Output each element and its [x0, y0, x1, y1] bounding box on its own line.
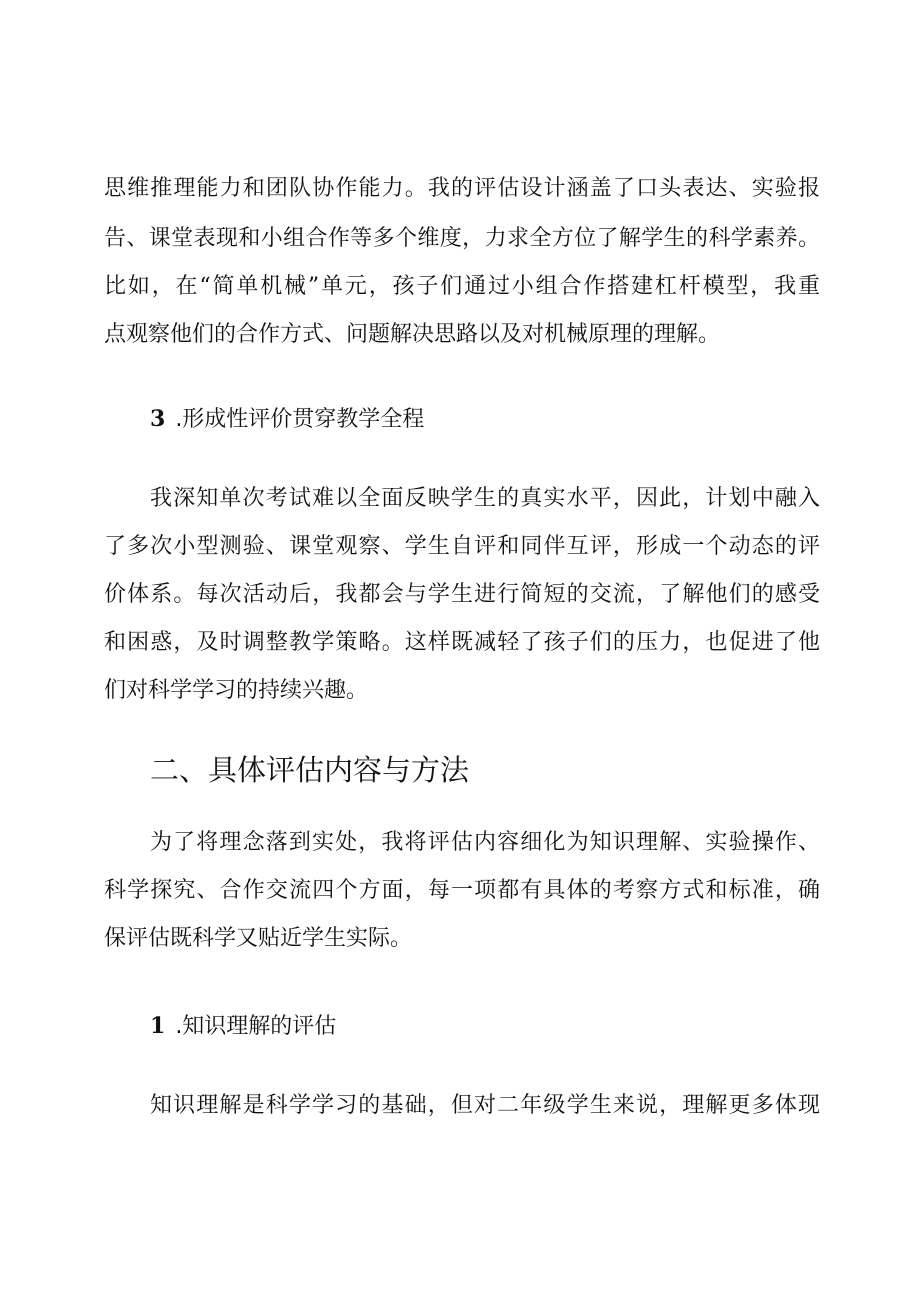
paragraph-line: 和困惑，及时调整教学策略。这样既减轻了孩子们的压力，也促进了他	[104, 630, 820, 655]
paragraph-line: 了多次小型测验、课堂观察、学生自评和同伴互评，形成一个动态的评	[104, 534, 820, 559]
paragraph-line: 比如，在“简单机械”单元，孩子们通过小组合作搭建杠杆模型，我重	[104, 274, 820, 299]
paragraph-line: 思维推理能力和团队协作能力。我的评估设计涵盖了口头表达、实验报	[104, 176, 820, 201]
paragraph-line: 我深知单次考试难以全面反映学生的真实水平，因此，计划中融入	[150, 486, 820, 511]
section-title: 二、具体评估内容与方法	[150, 753, 470, 787]
subheading-text: .知识理解的评估	[175, 1014, 337, 1039]
paragraph-line: 们对科学学习的持续兴趣。	[104, 678, 369, 703]
subheading-knowledge-evaluation	[150, 1012, 336, 1041]
subheading-text: .形成性评价贯穿教学全程	[175, 407, 425, 432]
subheading-formative-evaluation	[150, 405, 424, 434]
paragraph-line: 科学探究、合作交流四个方面，每一项都有具体的考察方式和标准，确	[104, 878, 820, 903]
paragraph-line: 告、课堂表现和小组合作等多个维度，力求全方位了解学生的科学素养。	[104, 226, 820, 251]
paragraph-line: 点观察他们的合作方式、问题解决思路以及对机械原理的理解。	[104, 322, 721, 347]
paragraph-line: 知识理解是科学学习的基础，但对二年级学生来说，理解更多体现	[150, 1093, 820, 1118]
paragraph-line: 为了将理念落到实处，我将评估内容细化为知识理解、实验操作、	[150, 830, 820, 855]
paragraph-line: 保评估既科学又贴近学生实际。	[104, 926, 413, 951]
subheading-number: 3	[150, 406, 166, 432]
paragraph-line: 价体系。每次活动后，我都会与学生进行简短的交流，了解他们的感受	[104, 582, 820, 607]
subheading-number: 1	[150, 1013, 166, 1039]
